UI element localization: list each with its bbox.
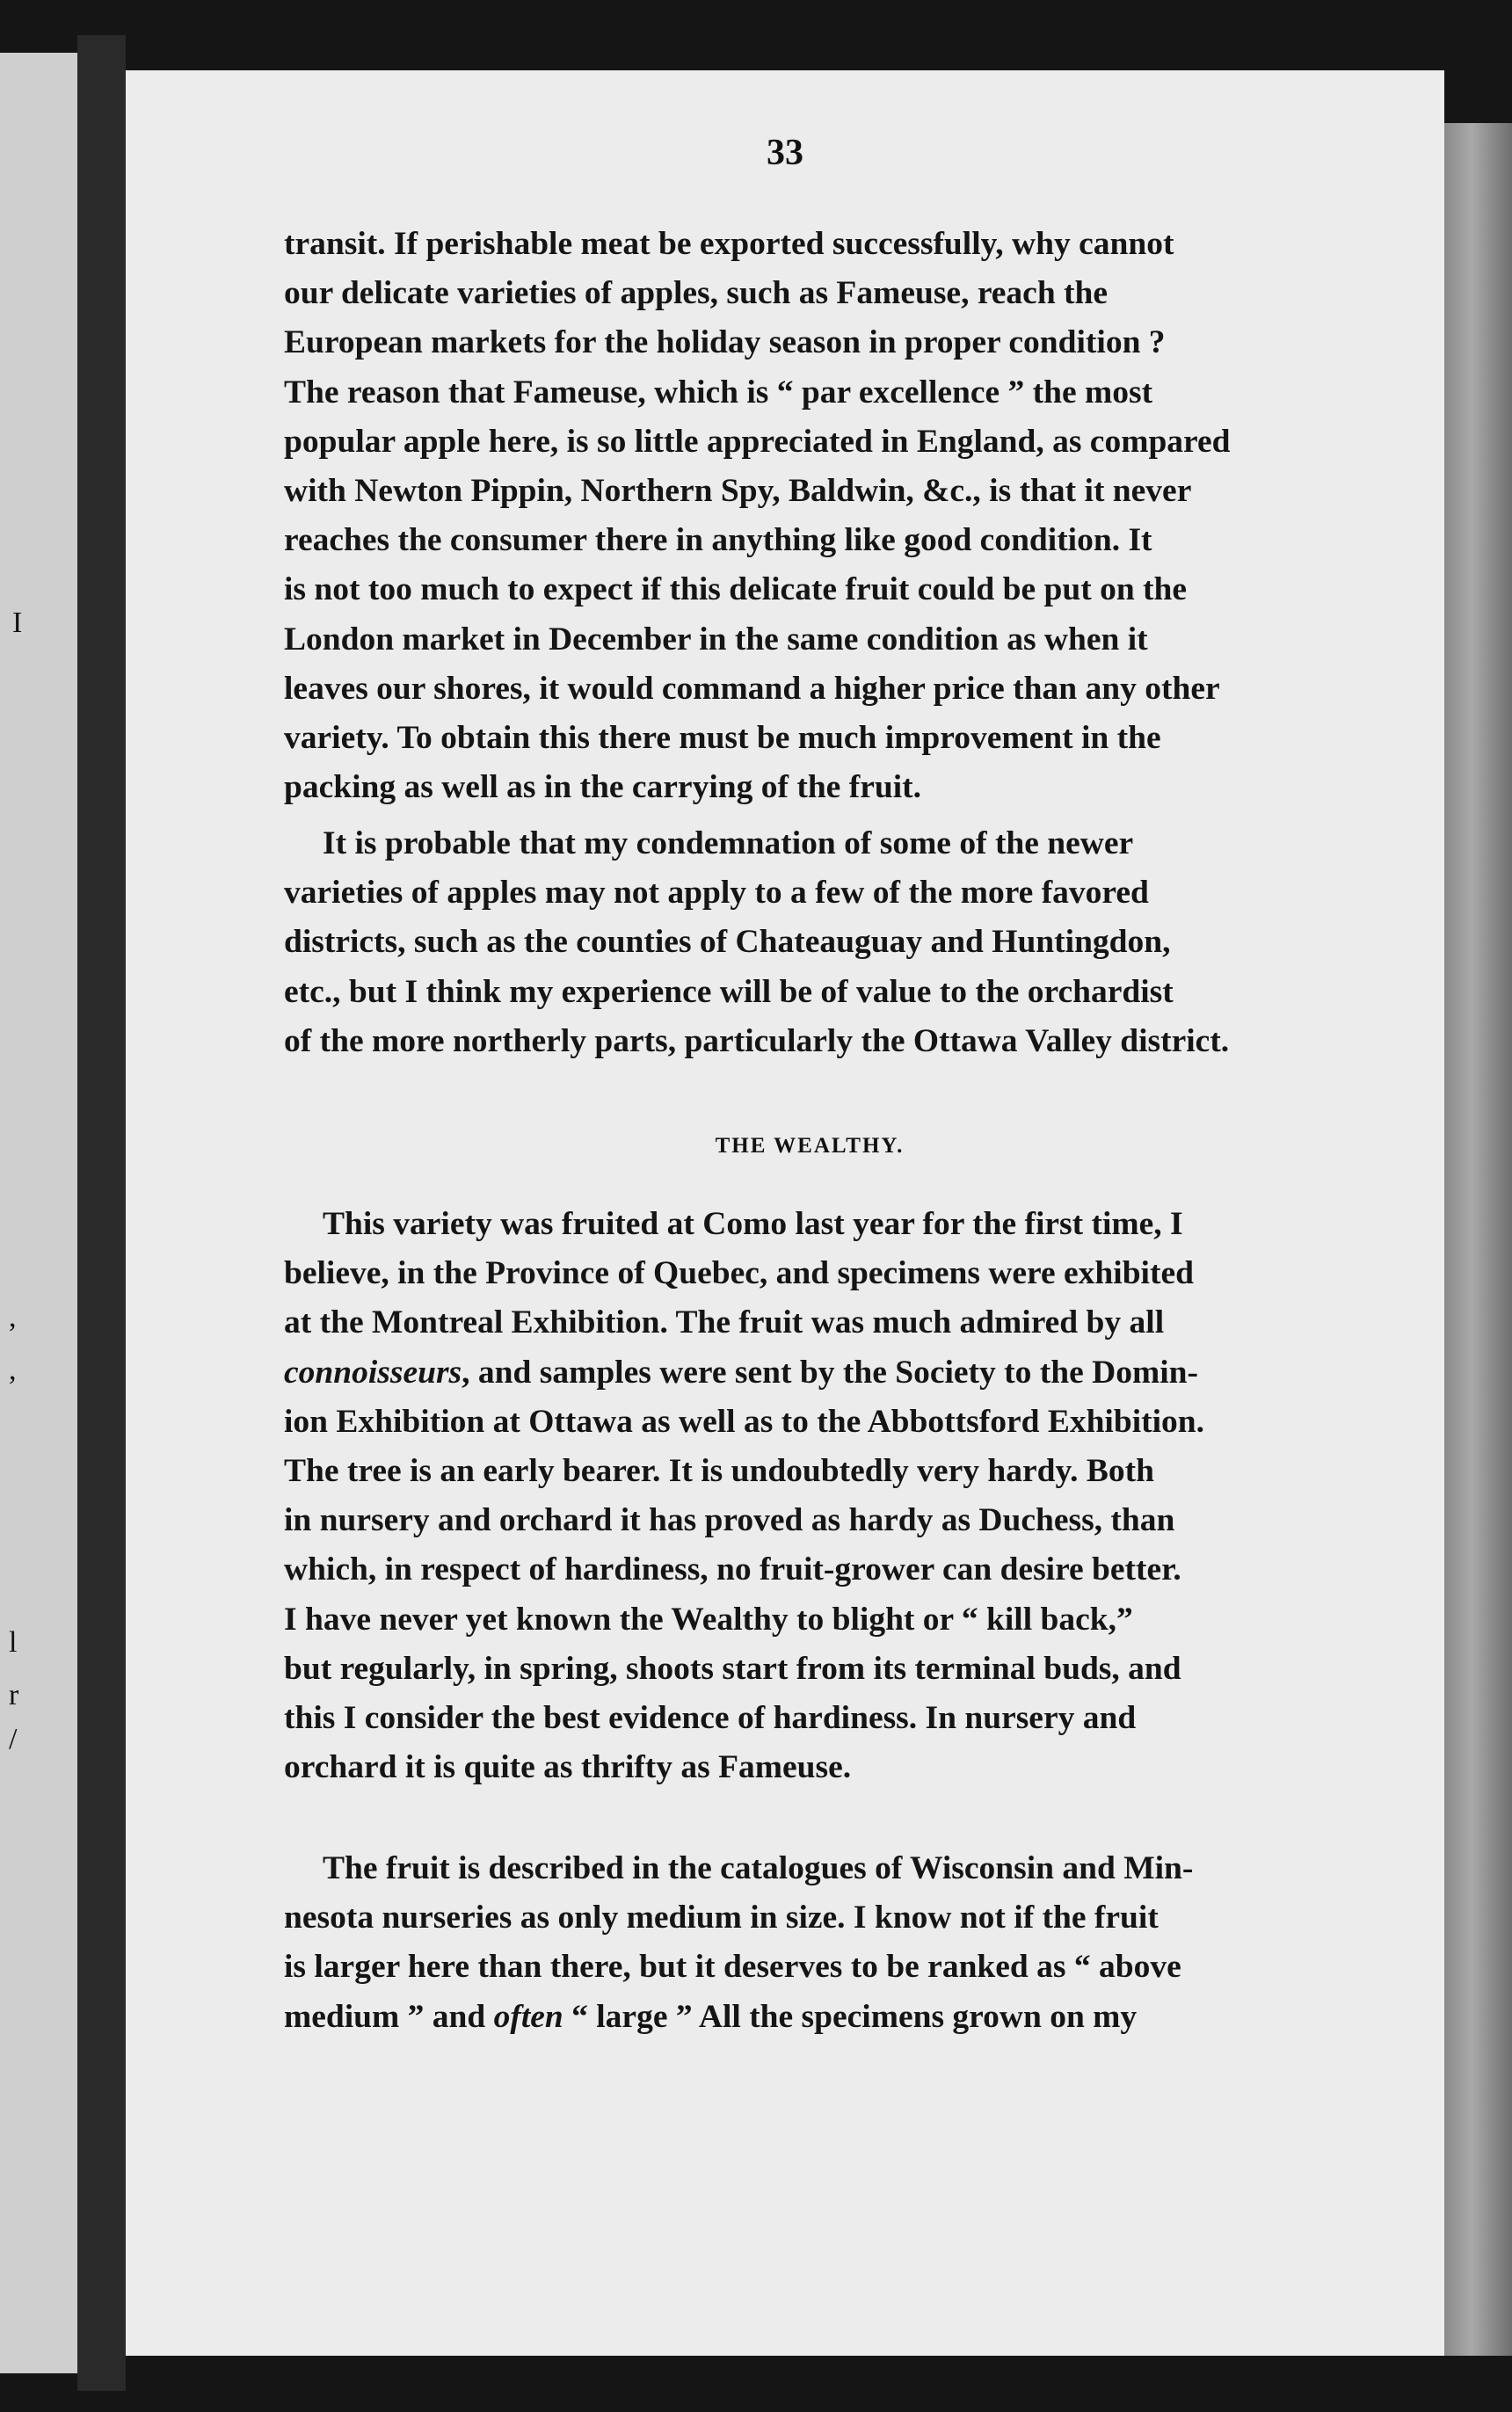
- text-line: but regularly, in spring, shoots start from its terminal buds, and: [284, 1650, 1181, 1687]
- text-line: ion Exhibition at Ottawa as well as to the Abbottsford Exhibition.: [284, 1403, 1205, 1440]
- text-line: [284, 1993, 1335, 2042]
- text-line: this I consider the best evidence of hardiness. In nursery and: [284, 1700, 1137, 1737]
- margin-mark: I: [12, 607, 23, 639]
- text-line: our delicate varieties of apples, such as Fameuse, reach the: [284, 275, 1109, 312]
- text-span: medium ” and: [284, 1998, 494, 2035]
- margin-mark: ,: [9, 1354, 17, 1386]
- text-line: is larger here than there, but it deserves to be ranked as “ above: [284, 1949, 1181, 1986]
- margin-mark: /: [9, 1723, 18, 1755]
- text-line: varieties of apples may not apply to a few of the more favored: [284, 875, 1149, 912]
- text-line: reaches the consumer there in anything like good condition. It: [284, 522, 1152, 559]
- text-line: popular apple here, is so little appreciated in England, as compared: [284, 423, 1231, 460]
- margin-mark: l: [9, 1626, 18, 1659]
- paragraph-transit: [284, 220, 1335, 812]
- text-line: London market in December in the same condition as when it: [284, 621, 1148, 657]
- text-line: at the Montreal Exhibition. The fruit was much admired by all: [284, 1304, 1165, 1341]
- text-line: etc., but I think my experience will be of value to the orchardist: [284, 973, 1174, 1010]
- text-line: orchard it is quite as thrifty as Fameuse.: [284, 1749, 852, 1786]
- text-line: is not too much to expect if this delicate fruit could be put on the: [284, 571, 1188, 608]
- text-line: of the more northerly parts, particularly the Ottawa Valley district.: [284, 1022, 1230, 1059]
- text-line: packing as well as in the carrying of the fruit.: [284, 769, 921, 806]
- italic-word: often: [493, 1998, 563, 2035]
- margin-mark: r: [9, 1679, 19, 1711]
- text-line: I have never yet known the Wealthy to blight or “ kill back,”: [284, 1601, 1133, 1638]
- paragraph-wealthy: [284, 1200, 1335, 1792]
- text-span: , and samples were sent by the Society to the Domin-: [462, 1354, 1198, 1391]
- text-line: transit. If perishable meat be exported successfully, why cannot: [284, 226, 1174, 262]
- paragraph-fruit-size: [284, 1844, 1335, 2042]
- text-line: The tree is an early bearer. It is undoubtedly very hardy. Both: [284, 1453, 1154, 1490]
- text-span: “ large ” All the specimens grown on my: [563, 1998, 1138, 2035]
- text-line: European markets for the holiday season in proper condition ?: [284, 324, 1166, 361]
- text-line: in nursery and orchard it has proved as hardy as Duchess, than: [284, 1502, 1175, 1539]
- text-line: This variety was fruited at Como last year for the first time, I: [323, 1206, 1183, 1242]
- section-heading: THE WEALTHY.: [715, 1134, 905, 1158]
- margin-mark: ,: [9, 1301, 17, 1333]
- italic-word: connoisseurs: [284, 1354, 462, 1391]
- text-line: The fruit is described in the catalogues of Wisconsin and Min-: [323, 1850, 1194, 1886]
- page-edge: [1444, 123, 1512, 2356]
- text-line: nesota nurseries as only medium in size. I know not if the fruit: [284, 1900, 1159, 1936]
- text-line: districts, such as the counties of Chateauguay and Huntingdon,: [284, 924, 1171, 961]
- text-line: believe, in the Province of Quebec, and specimens were exhibited: [284, 1255, 1194, 1292]
- page-number: 33: [767, 133, 803, 173]
- text-line: [284, 1348, 1335, 1398]
- book-page: [126, 70, 1444, 2356]
- text-line: which, in respect of hardiness, no fruit-grower can desire better.: [284, 1551, 1181, 1588]
- text-line: variety. To obtain this there must be much improvement in the: [284, 720, 1161, 757]
- paragraph-condemnation: [284, 819, 1335, 1066]
- text-line: The reason that Fameuse, which is “ par excellence ” the most: [284, 374, 1153, 410]
- binding-gutter: [77, 35, 126, 2391]
- facing-page-strip: [0, 53, 77, 2373]
- text-line: leaves our shores, it would command a higher price than any other: [284, 670, 1220, 707]
- text-line: It is probable that my condemnation of some of the newer: [323, 825, 1134, 861]
- text-line: with Newton Pippin, Northern Spy, Baldwin, &c., is that it never: [284, 473, 1192, 510]
